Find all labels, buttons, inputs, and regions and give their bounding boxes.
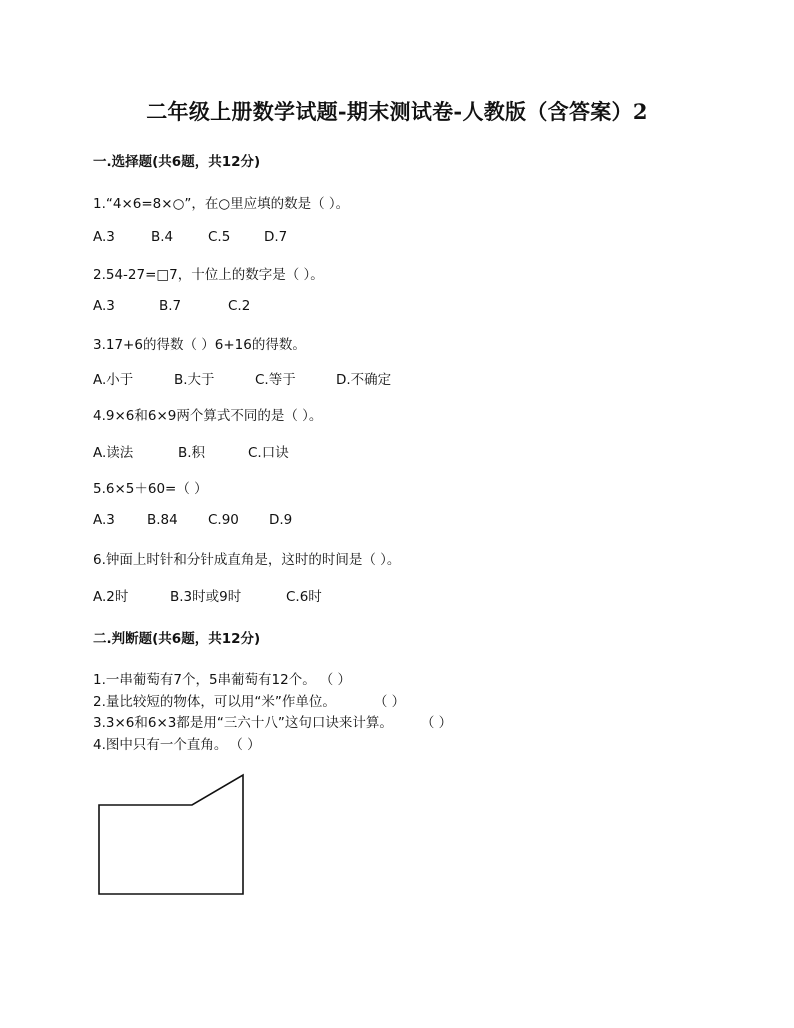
option-b: B.84 xyxy=(147,512,178,528)
option-c: C.等于 xyxy=(255,372,296,388)
question-1: 1.“4×6=8×○”，在○里应填的数是（ ）。 xyxy=(93,196,350,212)
section-heading-judge: 二.判断题(共6题，共12分) xyxy=(93,631,261,647)
option-a: A.读法 xyxy=(93,445,134,461)
judge-question-4-text: 4.图中只有一个直角。 xyxy=(93,737,228,753)
judge-question-1 xyxy=(93,668,351,688)
answer-paren: （ ） xyxy=(229,737,261,753)
judge-question-4 xyxy=(93,733,261,753)
section-heading-choice: 一.选择题(共6题，共12分) xyxy=(93,154,261,170)
option-a: A.3 xyxy=(93,229,115,245)
question-3: 3.17+6的得数（ ）6+16的得数。 xyxy=(93,337,306,353)
option-a: A.2时 xyxy=(93,589,129,605)
option-d: D.7 xyxy=(264,229,288,245)
option-b: B.3时或9时 xyxy=(170,589,242,605)
answer-paren: （ ） xyxy=(373,694,406,710)
option-c: C.6时 xyxy=(286,589,322,605)
question-6-options xyxy=(93,585,322,605)
judge-question-2 xyxy=(93,690,405,710)
option-a: A.小于 xyxy=(93,372,134,388)
question-5: 5.6×5＋60=（ ） xyxy=(93,481,208,497)
judge-question-3 xyxy=(93,711,452,731)
answer-paren: （ ） xyxy=(319,672,352,688)
pentagon-figure xyxy=(96,772,248,898)
answer-paren: （ ） xyxy=(420,715,453,731)
option-a: A.3 xyxy=(93,512,115,528)
question-3-options xyxy=(93,368,391,388)
option-c: C.5 xyxy=(208,229,231,245)
option-b: B.大于 xyxy=(174,372,215,388)
question-1-options xyxy=(93,229,287,245)
option-c: C.90 xyxy=(208,512,239,528)
option-b: B.4 xyxy=(151,229,174,245)
option-b: B.7 xyxy=(159,298,182,314)
option-a: A.3 xyxy=(93,298,115,314)
option-d: D.不确定 xyxy=(336,372,392,388)
option-b: B.积 xyxy=(178,445,206,461)
pentagon-shape xyxy=(99,775,243,894)
question-6: 6.钟面上时针和分针成直角是，这时的时间是（ ）。 xyxy=(93,552,401,568)
page-title: 二年级上册数学试题-期末测试卷-人教版（含答案）2 xyxy=(146,99,648,124)
question-5-options xyxy=(93,512,292,528)
judge-question-1-text: 1.一串葡萄有7个，5串葡萄有12个。 xyxy=(93,672,316,688)
option-c: C.2 xyxy=(228,298,251,314)
option-c: C.口诀 xyxy=(248,445,289,461)
question-4: 4.9×6和6×9两个算式不同的是（ ）。 xyxy=(93,408,323,424)
judge-question-3-text: 3.3×6和6×3都是用“三六十八”这句口诀来计算。 xyxy=(93,715,393,731)
question-2-options xyxy=(93,298,250,314)
judge-question-2-text: 2.量比较短的物体，可以用“米”作单位。 xyxy=(93,694,336,710)
question-4-options xyxy=(93,441,289,461)
question-2: 2.54-27=□7，十位上的数字是（ ）。 xyxy=(93,267,324,283)
option-d: D.9 xyxy=(269,512,293,528)
